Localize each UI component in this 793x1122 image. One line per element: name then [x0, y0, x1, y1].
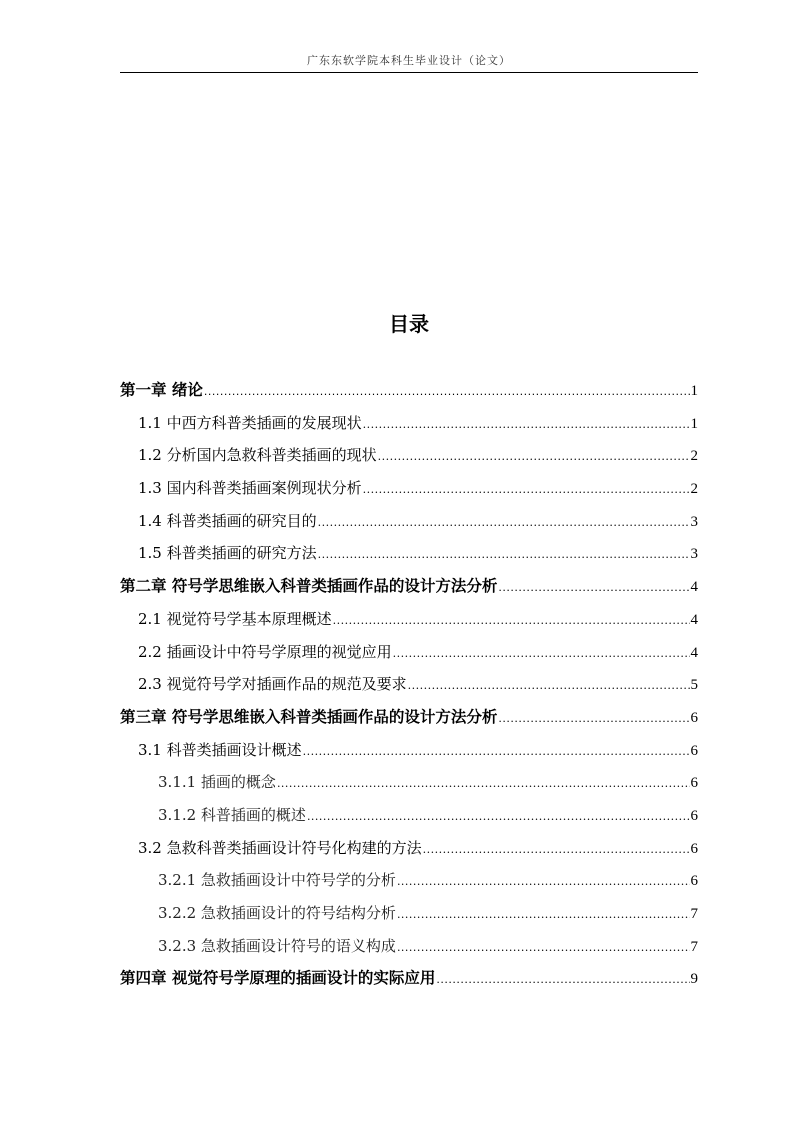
toc-entry-page: 1: [690, 415, 698, 432]
dot-leader: [363, 409, 690, 442]
toc-entry-3-1-2[interactable]: [120, 799, 698, 832]
dot-leader: [423, 834, 690, 867]
toc-entry-chapter-3[interactable]: [120, 701, 698, 734]
toc-entry-3-2[interactable]: [120, 832, 698, 865]
toc-entry-label: 2.3 视觉符号学对插画作品的规范及要求: [138, 675, 407, 694]
toc-entry-page: 6: [690, 807, 698, 824]
toc-entry-label: 3.1.2 科普插画的概述: [158, 805, 306, 824]
toc-entry-page: 1: [690, 383, 698, 399]
toc-entry-3-2-1[interactable]: [120, 864, 698, 897]
toc-entry-chapter-4[interactable]: [120, 962, 698, 995]
toc-entry-label: 3.1.1 插画的概念: [158, 773, 276, 792]
toc-entry-label: 3.1 科普类插画设计概述: [138, 740, 302, 759]
toc-entry-label: 2.2 插画设计中符号学原理的视觉应用: [138, 642, 392, 661]
header-rule: [120, 72, 698, 73]
toc-entry-label: 第二章 符号学思维嵌入科普类插画作品的设计方法分析: [120, 577, 498, 596]
toc-entry-label: 3.2.2 急救插画设计的符号结构分析: [158, 904, 396, 922]
toc-entry-page: 2: [690, 481, 698, 498]
dot-leader: [277, 768, 690, 801]
dot-leader: [436, 964, 689, 997]
toc-entry-page: 6: [690, 742, 698, 759]
dot-leader: [393, 638, 690, 671]
dot-leader: [397, 866, 690, 899]
dot-leader: [303, 736, 690, 769]
toc-entry-1-2[interactable]: [120, 439, 698, 472]
toc-entry-2-2[interactable]: [120, 636, 698, 669]
toc-entry-1-1[interactable]: [120, 407, 698, 440]
toc-entry-label: 3.2.3 急救插画设计符号的语义构成: [158, 936, 396, 955]
toc-entry-label: 第四章 视觉符号学原理的插画设计的实际应用: [120, 969, 436, 988]
dot-leader: [408, 670, 690, 703]
toc-entry-page: 3: [690, 546, 698, 563]
toc-entry-1-4[interactable]: [120, 505, 698, 538]
toc-entry-page: 7: [690, 938, 698, 955]
toc-entry-label: 1.3 国内科普类插画案例现状分析: [138, 479, 362, 498]
toc-title: 目录: [389, 312, 429, 336]
toc-entry-page: 6: [690, 709, 698, 726]
toc-entry-page: 6: [690, 775, 698, 792]
page-header: 广东东软学院本科生毕业设计（论文）: [307, 54, 511, 67]
toc-entry-page: 6: [690, 873, 698, 890]
table-of-contents: [120, 374, 698, 995]
dot-leader: [363, 474, 690, 507]
toc-entry-page: 4: [690, 579, 698, 596]
toc-entry-3-2-2[interactable]: [120, 897, 698, 930]
dot-leader: [397, 899, 690, 932]
toc-entry-1-5[interactable]: [120, 537, 698, 570]
dot-leader: [318, 507, 690, 540]
toc-entry-1-3[interactable]: [120, 472, 698, 505]
toc-entry-page: 7: [690, 906, 698, 922]
toc-entry-label: 2.1 视觉符号学基本原理概述: [138, 609, 332, 628]
toc-entry-chapter-2[interactable]: [120, 570, 698, 603]
toc-entry-3-1[interactable]: [120, 734, 698, 767]
toc-entry-label: 1.1 中西方科普类插画的发展现状: [138, 413, 362, 432]
dot-leader: [397, 932, 690, 965]
toc-entry-page: 4: [690, 611, 698, 628]
toc-entry-2-3[interactable]: [120, 668, 698, 701]
dot-leader: [307, 801, 690, 834]
toc-entry-label: 3.2.1 急救插画设计中符号学的分析: [158, 871, 396, 890]
toc-entry-label: 1.5 科普类插画的研究方法: [138, 544, 317, 563]
dot-leader: [318, 539, 690, 572]
toc-entry-2-1[interactable]: [120, 603, 698, 636]
toc-entry-3-1-1[interactable]: [120, 766, 698, 799]
dot-leader: [204, 376, 690, 409]
toc-entry-label: 1.2 分析国内急救科普类插画的现状: [138, 446, 377, 465]
toc-entry-3-2-3[interactable]: [120, 930, 698, 963]
toc-entry-page: 6: [690, 840, 698, 857]
dot-leader: [498, 703, 689, 736]
toc-entry-label: 1.4 科普类插画的研究目的: [138, 511, 317, 530]
toc-entry-page: 9: [690, 971, 698, 988]
toc-entry-page: 3: [690, 513, 698, 530]
dot-leader: [333, 605, 690, 638]
toc-entry-label: 第三章 符号学思维嵌入科普类插画作品的设计方法分析: [120, 707, 498, 726]
toc-entry-chapter-1[interactable]: [120, 374, 698, 407]
toc-entry-page: 5: [690, 677, 698, 694]
dot-leader: [378, 441, 690, 474]
dot-leader: [498, 572, 689, 605]
toc-entry-page: 4: [690, 644, 698, 661]
toc-entry-label: 3.2 急救科普类插画设计符号化构建的方法: [138, 838, 422, 857]
toc-entry-page: 2: [690, 448, 698, 465]
toc-entry-label: 第一章 绪论: [120, 381, 203, 399]
